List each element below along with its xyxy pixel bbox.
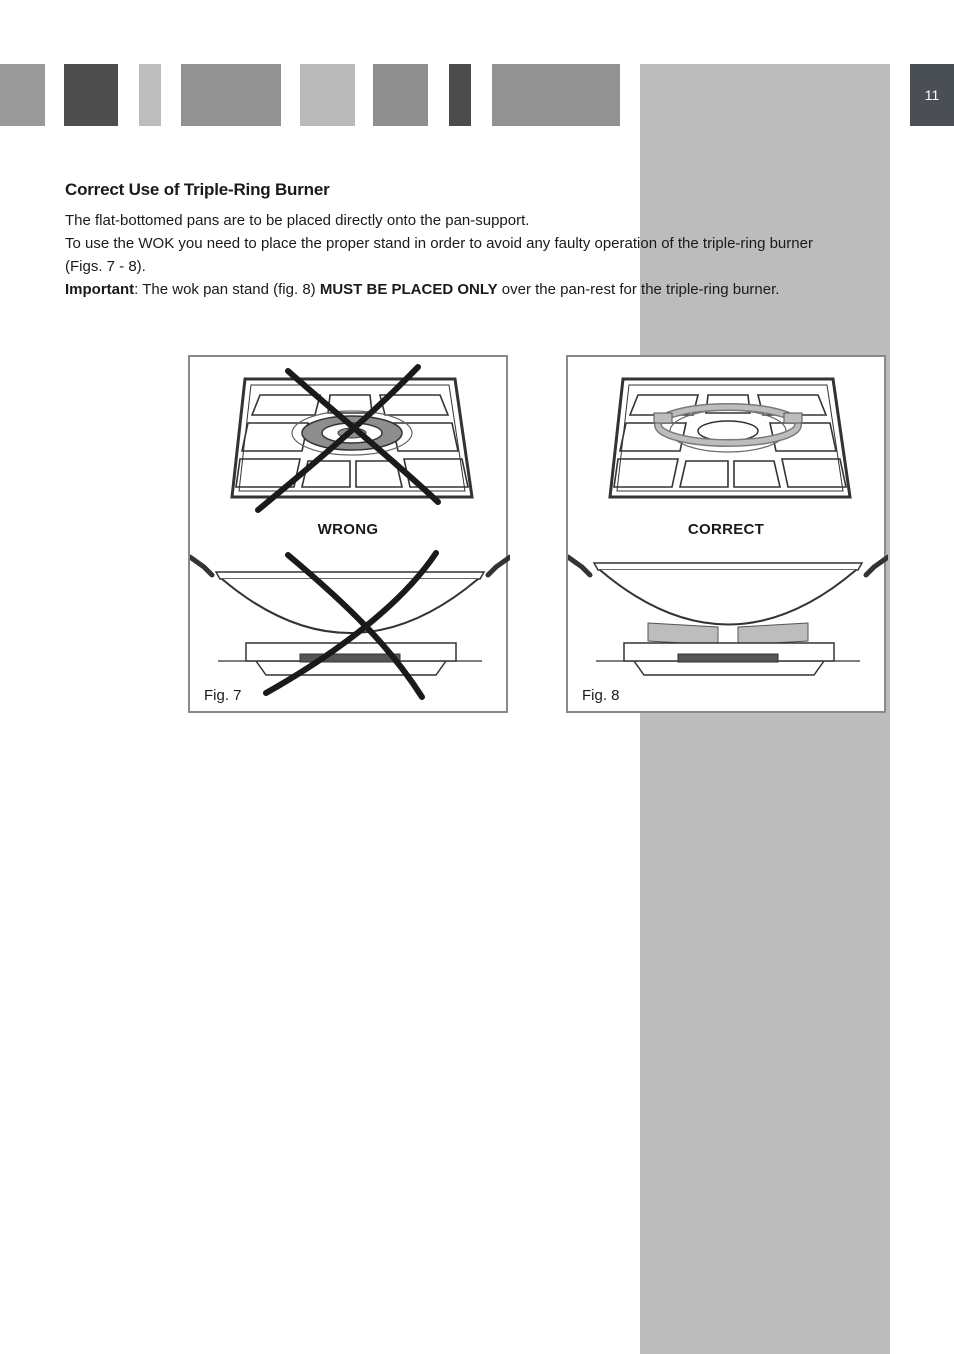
page-number: 11 [910, 64, 954, 126]
paragraph [65, 209, 835, 301]
header-color-block [181, 64, 281, 126]
important-label: Important [65, 281, 135, 298]
header-color-block [300, 64, 355, 126]
status-label-correct: CORRECT [687, 521, 765, 538]
header-color-block [492, 64, 620, 126]
header-color-block [0, 64, 45, 126]
figure-caption: Fig. 8 [582, 687, 620, 704]
section-title: Correct Use of Triple-Ring Burner [65, 180, 330, 199]
text-segment: : The wok pan stand (fig. 8) [134, 281, 320, 298]
figure-7 [188, 355, 508, 713]
header-color-block [449, 64, 471, 126]
figure-caption: Fig. 7 [204, 687, 242, 704]
header-color-block [139, 64, 161, 126]
text-line: The flat-bottomed pans are to be placed directly onto the pan-support. [65, 212, 530, 229]
text-segment: over the pan-rest for the triple-ring burner. [497, 281, 780, 298]
header-color-block [64, 64, 118, 126]
section-content [65, 180, 835, 301]
status-label-wrong: WRONG [317, 521, 379, 538]
figure-8 [566, 355, 886, 713]
emphasis-text: MUST BE PLACED ONLY [319, 281, 498, 298]
text-line: To use the WOK you need to place the proper stand in order to avoid any faulty operation of the triple-ring burner (Figs. 7 - 8). [65, 235, 813, 275]
header-color-block [373, 64, 428, 126]
